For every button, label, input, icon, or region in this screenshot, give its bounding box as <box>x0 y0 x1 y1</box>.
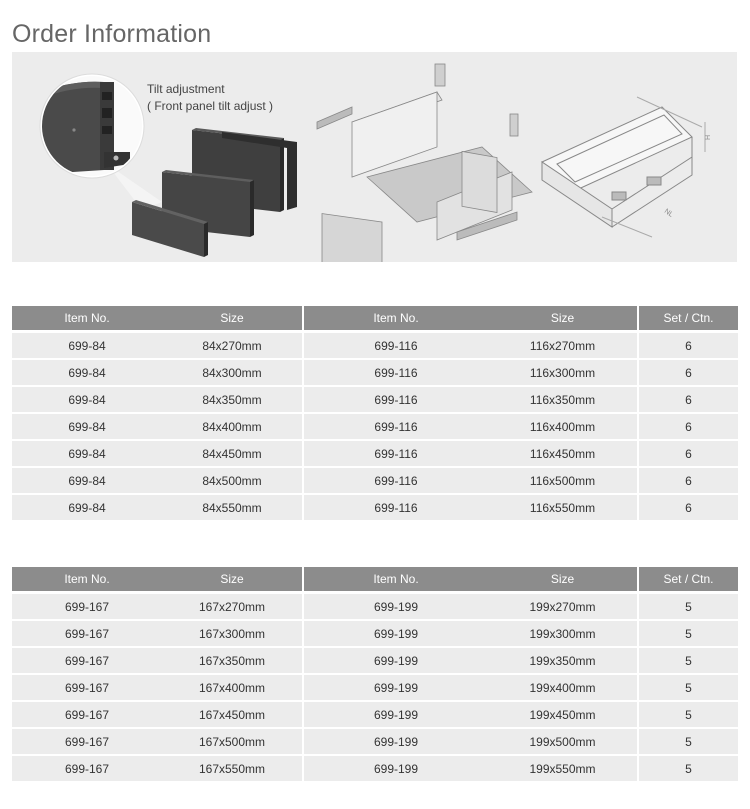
cell-item-no-b: 699-199 <box>303 620 488 647</box>
tilt-adjust-caption-line1: Tilt adjustment <box>147 82 225 96</box>
table-row <box>12 467 738 494</box>
cell-set-per-carton: 6 <box>638 467 738 494</box>
cell-size-b: 116x400mm <box>488 413 638 440</box>
cell-item-no-a: 699-167 <box>12 647 162 674</box>
cell-item-no-b: 699-116 <box>303 413 488 440</box>
cell-size-b: 116x450mm <box>488 440 638 467</box>
table-row <box>12 755 738 782</box>
header-size-b: Size <box>488 306 638 332</box>
cell-item-no-b: 699-199 <box>303 593 488 621</box>
header-item-no-a: Item No. <box>12 567 162 593</box>
cell-item-no-a: 699-167 <box>12 755 162 782</box>
assembled-drawer-image <box>542 97 705 237</box>
cell-size-b: 116x550mm <box>488 494 638 521</box>
cell-item-no-b: 699-199 <box>303 701 488 728</box>
product-banner <box>12 52 737 262</box>
cell-item-no-b: 699-199 <box>303 647 488 674</box>
cell-item-no-b: 699-116 <box>303 467 488 494</box>
dimension-height-label: H <box>705 134 712 140</box>
table-row <box>12 413 738 440</box>
cell-size-a: 84x400mm <box>162 413 303 440</box>
cell-item-no-a: 699-84 <box>12 494 162 521</box>
product-illustration <box>12 52 737 262</box>
table-row <box>12 701 738 728</box>
cell-set-per-carton: 5 <box>638 620 738 647</box>
cell-size-a: 84x450mm <box>162 440 303 467</box>
cell-item-no-b: 699-116 <box>303 386 488 413</box>
cell-set-per-carton: 5 <box>638 728 738 755</box>
cell-item-no-b: 699-199 <box>303 674 488 701</box>
cell-set-per-carton: 6 <box>638 440 738 467</box>
table-row <box>12 494 738 521</box>
table-row <box>12 440 738 467</box>
cell-set-per-carton: 5 <box>638 647 738 674</box>
cell-set-per-carton: 5 <box>638 593 738 621</box>
table-row <box>12 332 738 360</box>
cell-size-b: 116x500mm <box>488 467 638 494</box>
cell-item-no-b: 699-116 <box>303 359 488 386</box>
cell-item-no-a: 699-167 <box>12 674 162 701</box>
tilt-adjust-detail-image <box>40 74 162 210</box>
cell-size-a: 167x450mm <box>162 701 303 728</box>
cell-size-a: 167x550mm <box>162 755 303 782</box>
cell-set-per-carton: 5 <box>638 701 738 728</box>
cell-item-no-a: 699-167 <box>12 593 162 621</box>
cell-size-b: 116x300mm <box>488 359 638 386</box>
cell-set-per-carton: 5 <box>638 755 738 782</box>
cell-size-a: 167x270mm <box>162 593 303 621</box>
cell-size-a: 84x270mm <box>162 332 303 360</box>
cell-size-a: 84x350mm <box>162 386 303 413</box>
cell-size-a: 167x350mm <box>162 647 303 674</box>
cell-item-no-a: 699-167 <box>12 701 162 728</box>
cell-size-b: 199x350mm <box>488 647 638 674</box>
cell-set-per-carton: 6 <box>638 494 738 521</box>
cell-size-b: 199x400mm <box>488 674 638 701</box>
header-size-a: Size <box>162 567 303 593</box>
cell-size-b: 199x500mm <box>488 728 638 755</box>
drawer-sides-image <box>132 128 297 257</box>
cell-item-no-a: 699-84 <box>12 467 162 494</box>
cell-set-per-carton: 6 <box>638 413 738 440</box>
cell-item-no-b: 699-199 <box>303 728 488 755</box>
tilt-adjust-caption <box>147 81 273 115</box>
order-table-2 <box>12 567 738 783</box>
cell-size-b: 116x350mm <box>488 386 638 413</box>
table-row <box>12 674 738 701</box>
cell-size-a: 167x400mm <box>162 674 303 701</box>
header-size-a: Size <box>162 306 303 332</box>
cell-item-no-b: 699-116 <box>303 494 488 521</box>
cell-size-b: 199x450mm <box>488 701 638 728</box>
cell-size-a: 167x500mm <box>162 728 303 755</box>
header-item-no-a: Item No. <box>12 306 162 332</box>
cell-item-no-a: 699-84 <box>12 332 162 360</box>
cell-item-no-a: 699-84 <box>12 359 162 386</box>
table-row <box>12 359 738 386</box>
cell-item-no-a: 699-84 <box>12 413 162 440</box>
cell-size-a: 84x500mm <box>162 467 303 494</box>
dimension-nl-label: NL <box>662 207 675 219</box>
header-set-per-carton: Set / Ctn. <box>638 567 738 593</box>
table-header-row <box>12 306 738 332</box>
cell-size-b: 199x300mm <box>488 620 638 647</box>
order-table-1 <box>12 306 738 522</box>
header-set-per-carton: Set / Ctn. <box>638 306 738 332</box>
table-row <box>12 620 738 647</box>
cell-size-a: 84x550mm <box>162 494 303 521</box>
table-body <box>12 593 738 783</box>
table-row <box>12 728 738 755</box>
table-row <box>12 647 738 674</box>
page-title: Order Information <box>12 20 212 48</box>
cell-item-no-a: 699-84 <box>12 440 162 467</box>
cell-item-no-a: 699-84 <box>12 386 162 413</box>
cell-size-b: 199x270mm <box>488 593 638 621</box>
exploded-drawer-image <box>317 64 532 262</box>
table-body <box>12 332 738 522</box>
cell-item-no-b: 699-199 <box>303 755 488 782</box>
cell-set-per-carton: 6 <box>638 386 738 413</box>
cell-set-per-carton: 5 <box>638 674 738 701</box>
cell-size-a: 167x300mm <box>162 620 303 647</box>
cell-size-a: 84x300mm <box>162 359 303 386</box>
tilt-adjust-caption-line2: ( Front panel tilt adjust ) <box>147 99 274 113</box>
header-item-no-b: Item No. <box>303 567 488 593</box>
header-item-no-b: Item No. <box>303 306 488 332</box>
table-row <box>12 386 738 413</box>
cell-size-b: 116x270mm <box>488 332 638 360</box>
cell-set-per-carton: 6 <box>638 359 738 386</box>
cell-item-no-b: 699-116 <box>303 440 488 467</box>
cell-size-b: 199x550mm <box>488 755 638 782</box>
cell-set-per-carton: 6 <box>638 332 738 360</box>
cell-item-no-b: 699-116 <box>303 332 488 360</box>
cell-item-no-a: 699-167 <box>12 728 162 755</box>
cell-item-no-a: 699-167 <box>12 620 162 647</box>
header-size-b: Size <box>488 567 638 593</box>
table-header-row <box>12 567 738 593</box>
table-row <box>12 593 738 621</box>
